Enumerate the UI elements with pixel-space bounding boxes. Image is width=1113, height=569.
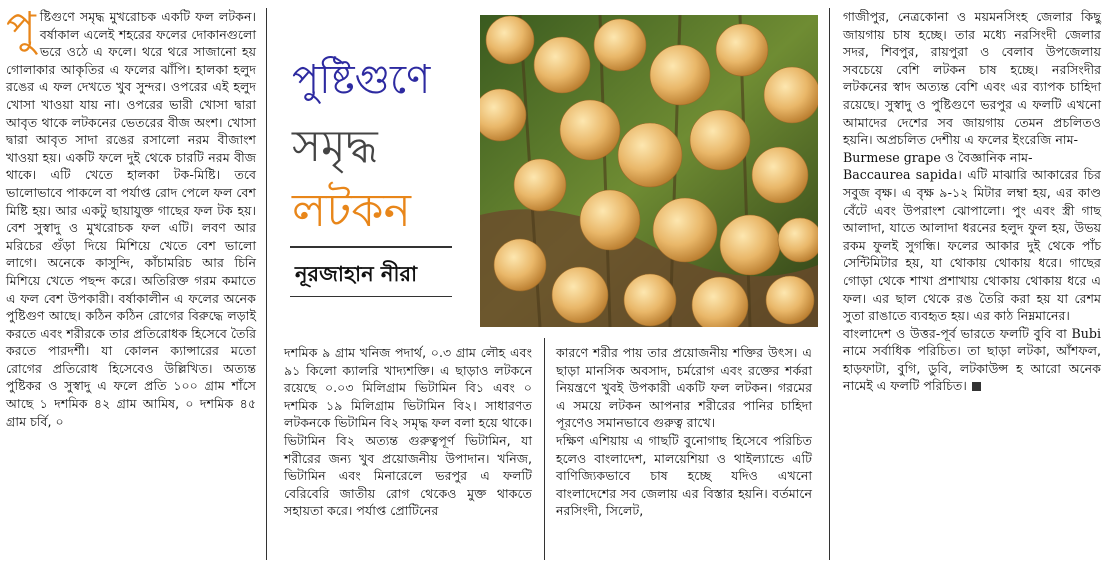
article-column-3 [556, 344, 812, 520]
column-4-text-3a: বাংলাদেশ ও উত্তর-পূর্ব ভারতে ফলটি বুবি বা [843, 325, 1072, 341]
column-4-text-1: গাজীপুর, নেত্রকোনা ও ময়মনসিংহ জেলার কিছু জায়গায় চাষ হচ্ছে। তার মধ্যে নরসিংদী জেলার সদর, শিবপুর, রায়পুরা ও বেলাব উপজেলায় সবচেয়ে বেশি লটকন চাষ হচ্ছে। নরসিংদীর লটকনের স্বাদ অত্যন্ত বেশি এবং এর ব্যাপক চাহিদা রয়েছে। সুস্বাদু ও পুষ্টিগুণে ভরপুর এ ফলটি এখনো আমাদের দেশের সব জায়গায় তেমন প্রচলিতও হয়নি। অপ্রচলিত দেশীয় এ ফলের ইংরেজি নাম- [843, 9, 1101, 148]
headline-line-2: সমৃদ্ধ [292, 121, 378, 172]
column-divider [266, 8, 267, 560]
paragraph [843, 8, 1101, 325]
english-name: Burmese grape [843, 149, 941, 165]
byline-rule-bottom [290, 296, 452, 297]
scientific-name: Baccaurea sapida [843, 167, 958, 183]
article-column-4 [843, 8, 1101, 395]
byline-rule [290, 246, 452, 248]
column-3-text-1: কারণে শরীর পায় তার প্রয়োজনীয় শক্তির উৎস। এ ছাড়া মানসিক অবসাদ, চর্মরোগ এবং রক্তের শর্করা নিয়ন্ত্রণে খুবই উপকারী একটি ফল লটকন। গরমের এ সময়ে লটকন আপনার শরীরের পানির চাহিদা পূরণেও সমানভাবে গুরুত্ব রাখে। [556, 345, 812, 431]
column-2-text: দশমিক ৯ গ্রাম খনিজ পদার্থ, ০.৩ গ্রাম লৌহ এবং ৯১ কিলো ক্যালরি খাদ্যশক্তি। এ ছাড়াও লটকনে রয়েছে ০.০৩ মিলিগ্রাম ভিটামিন বি১ এবং ০ দশমিক ১৯ মিলিগ্রাম ভিটামিন বি২। সাধারণত লটকনকে ভিটামিন বি২ সমৃদ্ধ ফল বলা হয়ে থাকে। ভিটামিন বি২ অত্যন্ত গুরুত্বপূর্ণ ভিটামিন, যা শরীরের জন্য খুব প্রয়োজনীয় উপাদান। খনিজ, ভিটামিন এবং মিনারেলে ভরপুর এ ফলটি বেরিবেরি জাতীয় রোগ থেকেও মুক্ত থাকতে সহায়তা করে। পর্যাপ্ত প্রোটিনের [284, 345, 532, 519]
lotkon-fruit-photo [480, 15, 818, 327]
column-divider [544, 338, 545, 560]
column-divider [829, 8, 830, 560]
column-4-mid: ও বৈজ্ঞানিক নাম- [940, 149, 1033, 165]
column-3-text-2: দক্ষিণ এশিয়ায় এ গাছটি বুনোগাছ হিসেবে পরিচিত হলেও বাংলাদেশ, মালয়েশিয়া ও থাইল্যান্ডে এটি বাণিজ্যিকভাবে চাষ হচ্ছে যদিও এখনো বাংলাদেশের সব জেলায় এর বিস্তার হয়নি। বর্তমানে নরসিংদী, সিলেট, [556, 432, 812, 519]
local-name: Bubi [1071, 325, 1101, 341]
column-4-text-3b: নামে সর্বাধিক পরিচিত। তা ছাড়া লটকা, আঁশফল, হাড়ফাটা, বুগি, ডুবি, লটকাউন্স হ আরো অনেক নামেই এ ফলটি পরিচিত। [843, 343, 1101, 394]
paragraph [843, 325, 1101, 395]
end-mark-icon [972, 382, 981, 391]
headline-line-1: পুষ্টিগুণে [292, 57, 431, 103]
column-1-text: ষ্টিগুণে সমৃদ্ধ মুখরোচক একটি ফল লটকন। বর্ষাকাল এলেই শহরের ফলের দোকানগুলো ভরে ওঠে এ ফলে। থরে থরে সাজানো হয় গোলাকার আকৃতির এ ফলের ঝাঁপি। হালকা হলুদ রঙের এ ফল দেখতে খুব সুন্দর। ওপরের এই হলুদ খোসা খাওয়া যায় না। ওপরের ভারী খোসা দ্বারা আবৃত থাকে লটকনের ভেতরের বীজ অংশ। খোসা দ্বারা আবৃত সাদা রঙের রসালো নরম বীজাংশ খাওয়া হয়। একটি ফলে দুই থেকে চারটি নরম বীজ থাকে। এটি খেতে হালকা টক-মিষ্টি। তবে ভালোভাবে পাকলে বা পর্যাপ্ত রোদ পেলে ফল বেশ মিষ্টি হয়। আর একটু ছায়াযুক্ত গাছের ফল টক হয়। বেশ সুস্বাদু ও মুখরোচক ফল এটি। লবণ আর মরিচের গুঁড়া দিয়ে মিশিয়ে খেতে বেশ ভালো লাগে। অনেকে কাসুন্দি, কাঁচামরিচ আর চিনি মিশিয়ে খেতে পছন্দ করে। অতিরিক্ত গরম কমাতে এ ফল বেশ উপকারী। বর্ষাকালীন এ ফলের অনেক পুষ্টিগুণ আছে। কঠিন কঠিন রোগের বিরুদ্ধে লড়াই করতে এবং শরীরকে তার প্রতিরোধক হিসেবে তৈরি করতে পারদর্শী। যা কোলন ক্যান্সারের মতো রোগের প্রতিরোধ হিসেবেও উল্লিখিত। অত্যন্ত পুষ্টিকর ও সুস্বাদু এ ফলে প্রতি ১০০ গ্রাম শাঁসে আছে ১ দশমিক ৪২ গ্রাম আমিষ, ০ দশমিক ৪৫ গ্রাম চর্বি, ০ [6, 9, 256, 429]
column-4-text-2: । এটি মাঝারি আকারের চির সবুজ বৃক্ষ। এ বৃক্ষ ৯-১২ মিটার লম্বা হয়, এর কাণ্ড বেঁটে এবং উপরাংশ ঝোপালো। পুং এবং স্ত্রী গাছ আলাদা, যাতে আলাদা ধরনের হলুদ ফুল হয়, উভয় রকম ফুলই সুগন্ধি। ফলের আকার দুই থেকে পাঁচ সেন্টিমিটার হয়, যা থোকায় থোকায় ধরে। গাছের গোড়া থেকে শাখা প্রশাখায় থোকায় থোকায় ধরে এ ফল। এর ছাল থেকে রঙ তৈরি করা হয় যা রেশম সুতা রাঙাতে ব্যবহৃত হয়। এর কাঠ নিম্নমানের। [843, 167, 1101, 324]
byline: নূরজাহান নীরা [295, 262, 418, 286]
article-column-2 [284, 344, 532, 520]
paragraph [6, 3, 256, 430]
headline-line-3: লটকন [292, 183, 411, 237]
drop-cap: পু [6, 3, 36, 54]
article-column-1 [6, 3, 256, 430]
fruit-photo-illustration [480, 15, 818, 327]
